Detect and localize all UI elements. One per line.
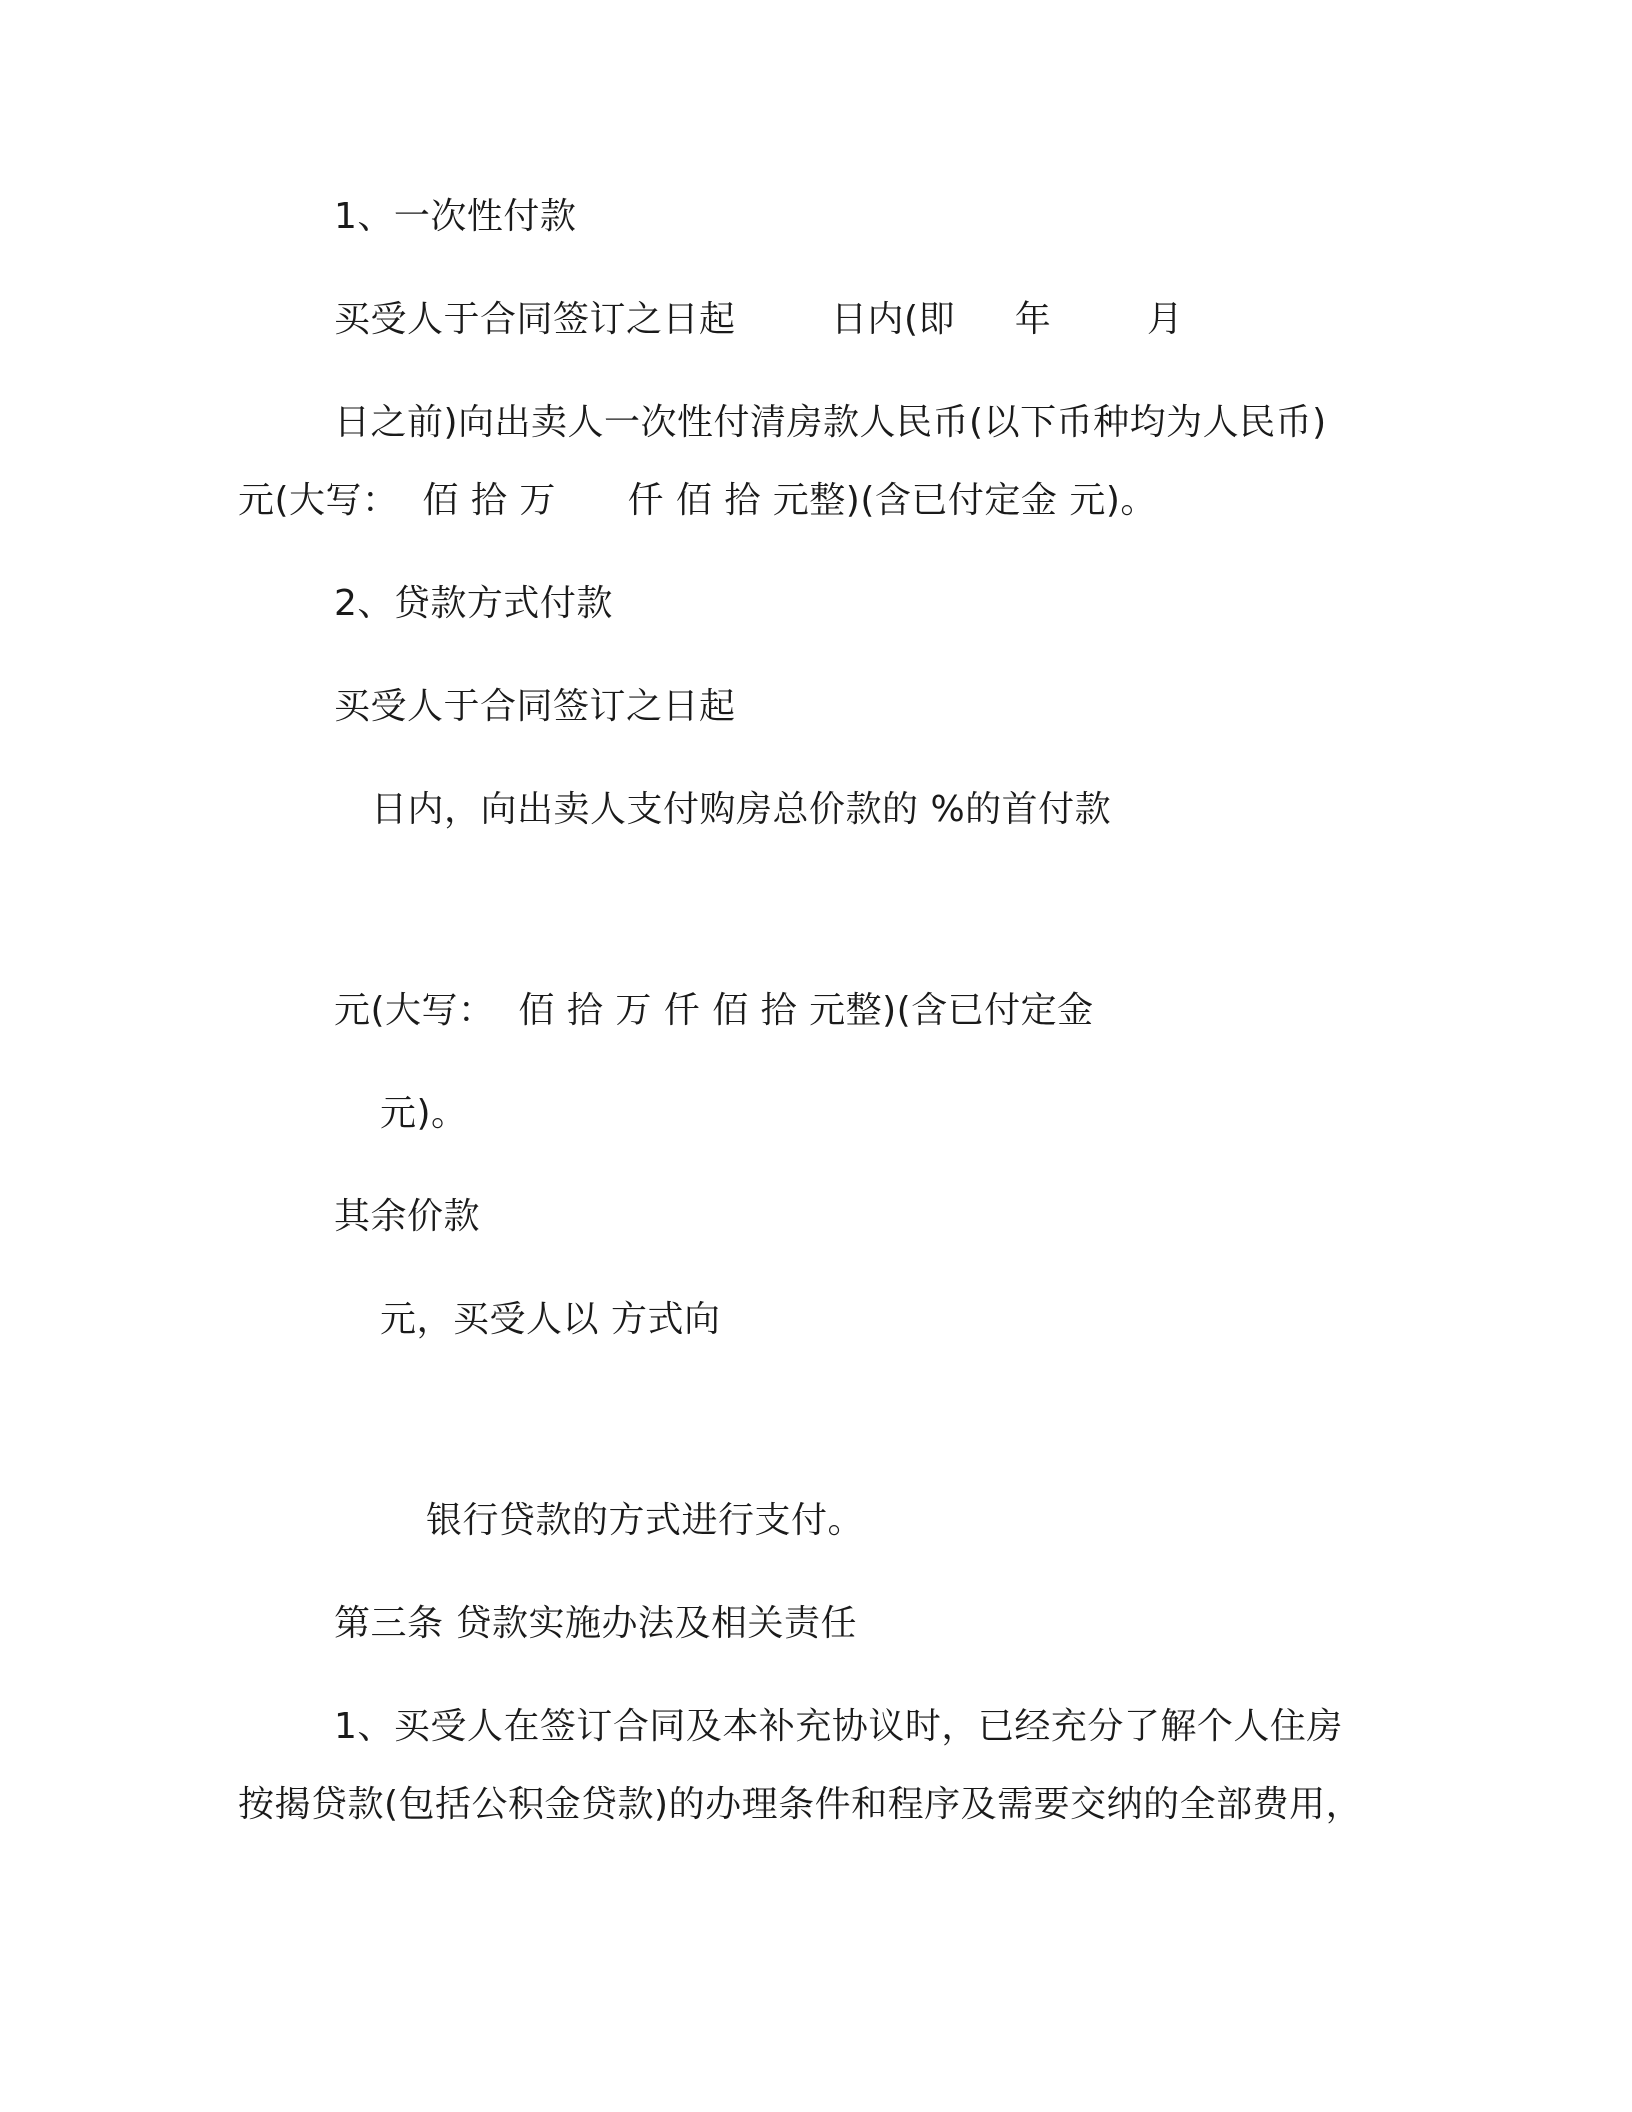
paragraph-line: 元)。 bbox=[380, 1093, 468, 1134]
paragraph-line: 银行贷款的方式进行支付。 bbox=[426, 1500, 865, 1541]
section-heading-lump-sum: 1、一次性付款 bbox=[334, 196, 577, 237]
paragraph-line: 元(大写： 佰 拾 万 仟 佰 拾 元整)(含已付定金 bbox=[334, 990, 1094, 1031]
paragraph-line: 1、买受人在签订合同及本补充协议时，已经充分了解个人住房 bbox=[334, 1706, 1343, 1747]
paragraph-line: 元(大写： 佰 拾 万 仟 佰 拾 元整)(含已付定金 元)。 bbox=[238, 480, 1157, 521]
article-heading: 第三条 贷款实施办法及相关责任 bbox=[334, 1603, 857, 1644]
paragraph-line: 元，买受人以 方式向 bbox=[380, 1299, 721, 1340]
paragraph-line: 其余价款 bbox=[334, 1196, 481, 1237]
paragraph-line: 日内，向出卖人支付购房总价款的 %的首付款 bbox=[371, 789, 1112, 830]
paragraph-line: 买受人于合同签订之日起 bbox=[334, 686, 736, 727]
paragraph-line: 日之前)向出卖人一次性付清房款人民币(以下币种均为人民币) bbox=[334, 402, 1327, 443]
paragraph-line: 按揭贷款(包括公积金贷款)的办理条件和程序及需要交纳的全部费用， bbox=[238, 1784, 1363, 1825]
section-heading-loan-payment: 2、贷款方式付款 bbox=[334, 583, 613, 624]
paragraph-line: 买受人于合同签订之日起 日内(即 年 月 bbox=[334, 299, 1184, 340]
